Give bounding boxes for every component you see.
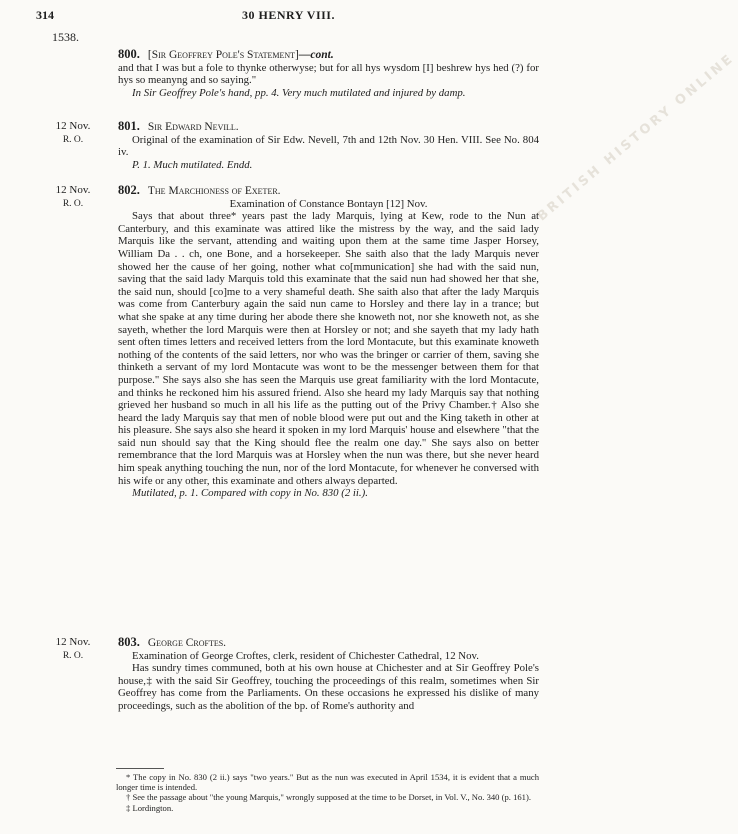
entry-note: P. 1. Much mutilated. Endd. (132, 158, 253, 171)
entry-paragraph: Says that about three* years past the lady Marquis, lying at Kew, rode to the Nun at Canterbury, and this examinate was attired like the mistress by the way, and the said lady Marquis like the servant, attending and waiting upon them at the same time Jasper Horsey, William Da . . ch, one Bone, and a horsekeeper. She saith also that the lady Marquis never showed her the cause of her going, nother what co[mmunication] she had with the said nun, saving that the said lady Marquis told this examinate that the said nun had showed her that she, the said nun, should [co]me to a very shameful death. She saith also that after the lady Marquis was come from Canterbury again the said nun came to Horsley and there lay in a trance; but what she spake at any time during her abode there she knoweth not, nor she knoweth not, as she sayeth, whether the lord Marquis were then at Horsley or not; and she sayeth that my lady hath sent often times letters and received letters from the lord Montacute, but this examinate knoweth nothing of the contents of the said letters, nor who was the bringer or carrier of them, saving she thinketh a servant of my lord Montacute was wont to be the messenger between them for that purpose." She says also she has seen the Marquis use great familiarity with the lord Montacute, and thinks he reckoned him his assured friend. Also she heard my lady Marquis say that nothing grieved her husband so much in all his life as the putting out of the Privy Chamber.† Also she heard the lady Marquis say that men of noble blood were put out and the King taketh in other at his pleasure. She says also she heard it spoken in my lord Marquis' house and elsewhere "that the said nun should say that the King should flee the realm one day." She says also on better remembrance that the lord Marquis was at Horsley when the nun was there, but she never heard him speak anything touching the nun, nor of the lord Montacute, for whenever he conversed with his wife or any other, this examinate and others always departed. (118, 210, 539, 487)
entry-number: 800. (118, 47, 140, 61)
entry-heading (118, 184, 539, 198)
footnote: † See the passage about "the young Marquis," wrongly supposed at the time to be Dorset, in Vol. V., No. 340 (p. 161). (126, 792, 531, 803)
year-marker: 1538. (52, 30, 79, 44)
entry-title: George Croftes. (147, 637, 227, 649)
entry-cont: —cont. (298, 49, 334, 61)
entry-text: Original of the examination of Sir Edw. Nevell, 7th and 12th Nov. 30 Hen. VIII. See No. 804 iv. (118, 133, 539, 159)
entry-source: R. O. (62, 134, 84, 145)
entry-subheading: Examination of George Croftes, clerk, resident of Chichester Cathedral, 12 Nov. (132, 649, 479, 662)
footnote: * The copy in No. 830 (2 ii.) says "two years." But as the nun was executed in April 1534, it is evident that a much longer time is intended. (116, 772, 539, 793)
entry-paragraph: Has sundry times communed, both at his own house at Chichester and at Sir Geoffrey Pole's house,‡ with the said Sir Geoffrey, touching the proceedings of this realm, sometimes when Sir Geoffrey has come from the Parliaments. On these occasions he expressed his dislike of many proceedings, such as the abolition of the bp. of Rome's authority and (118, 662, 539, 712)
entry-source: R. O. (62, 650, 84, 661)
entry-heading (118, 636, 539, 650)
entry-number: 801. (118, 119, 140, 133)
entry-803 (34, 636, 539, 713)
entry-date: 12 Nov. (55, 636, 91, 648)
entry-number: 802. (118, 183, 140, 197)
page-number: 314 (36, 8, 54, 22)
entry-title: [Sir Geoffrey Pole's Statement] (147, 49, 299, 61)
entry-heading (118, 120, 539, 134)
entry-margin (34, 184, 112, 210)
entry-source: R. O. (62, 198, 84, 209)
entry-title: Sir Edward Nevill. (147, 121, 239, 133)
entry-number: 803. (118, 635, 140, 649)
entry-800 (34, 48, 539, 99)
entry-margin (34, 120, 112, 146)
entry-802 (34, 184, 539, 500)
entry-text: and that I was but a fole to thynke otherwyse; but for all hys wysdom [I] beshrew hys hed (?) for hys so meanyng and so saying." (118, 61, 539, 87)
footnote: ‡ Lordington. (126, 802, 174, 813)
running-head (36, 8, 541, 26)
entry-title: The Marchioness of Exeter. (147, 185, 281, 197)
entry-note: Mutilated, p. 1. Compared with copy in No. 830 (2 ii.). (132, 487, 368, 500)
running-title: 30 HENRY VIII. (242, 8, 335, 22)
entry-note: In Sir Geoffrey Pole's hand, pp. 4. Very much mutilated and injured by damp. (132, 86, 466, 99)
entry-margin (34, 636, 112, 662)
entry-date: 12 Nov. (55, 120, 91, 132)
footnote-rule (116, 768, 164, 769)
watermark-right: BRITISH HISTORY ONLINE (534, 50, 738, 225)
footnotes (116, 772, 539, 813)
entry-date: 12 Nov. (55, 184, 91, 196)
entry-heading (118, 48, 539, 62)
entry-801 (34, 120, 539, 171)
entry-subheading: Examination of Constance Bontayn [12] Nov. (229, 197, 428, 210)
